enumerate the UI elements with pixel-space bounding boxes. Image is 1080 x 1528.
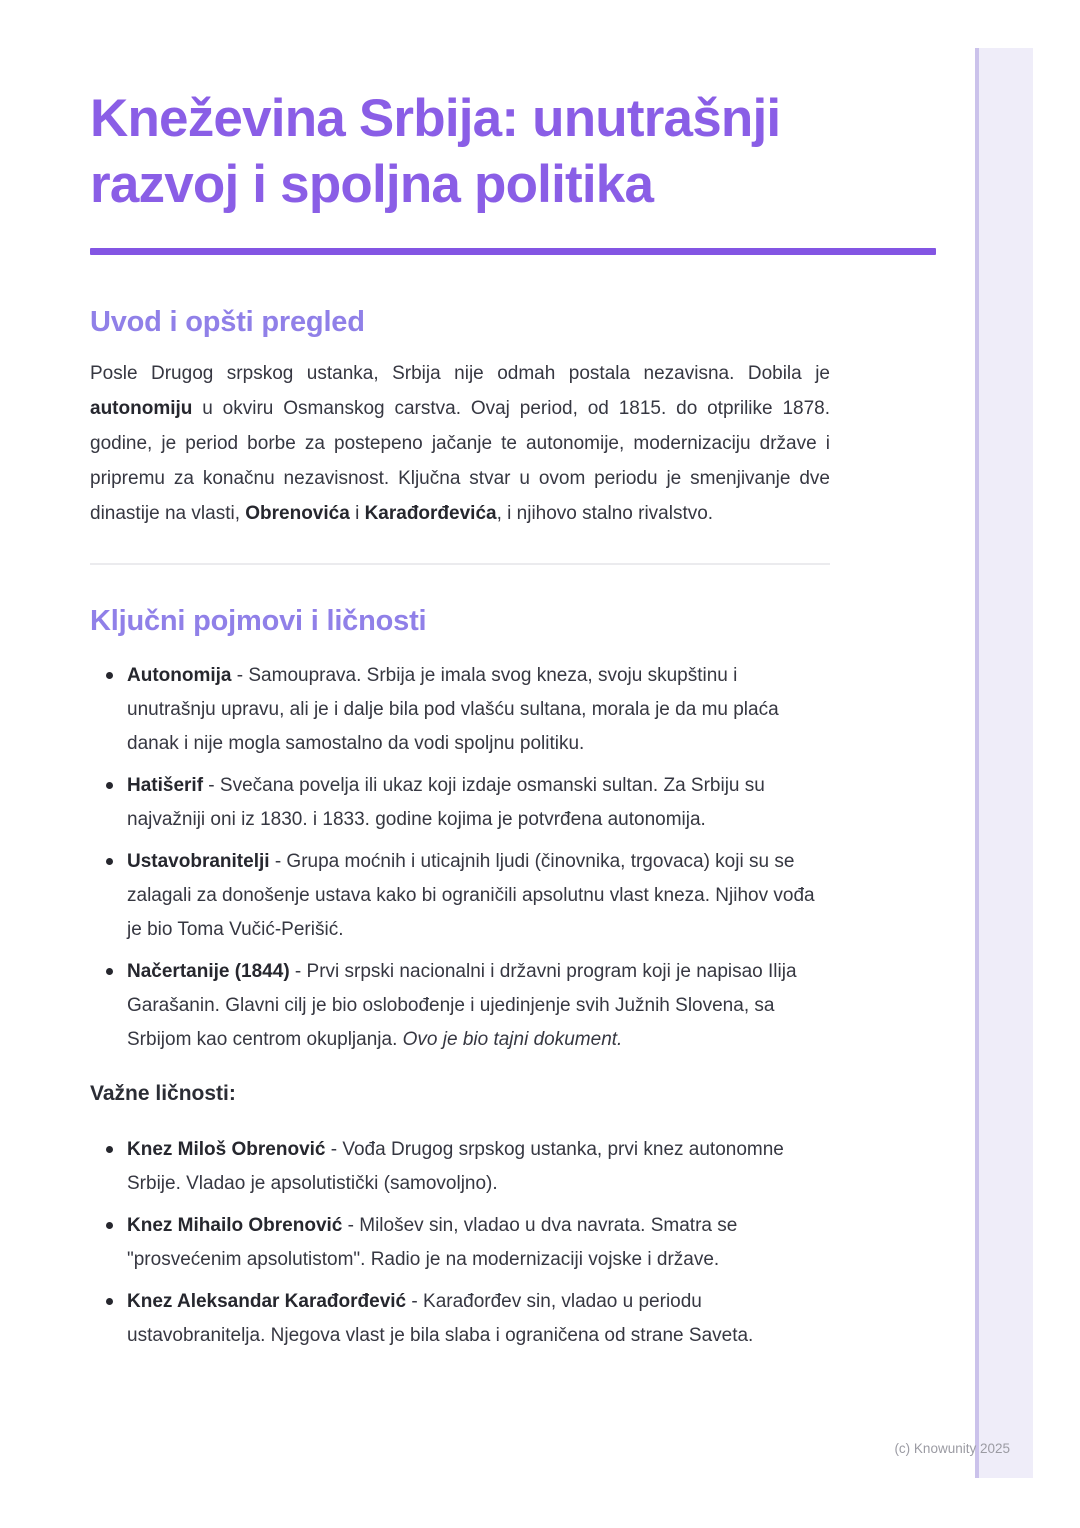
list-item-knez-milos: Knez Miloš Obrenović - Vođa Drugog srpskog ustanka, prvi knez autonomne Srbije. Vladao je apsolutistički (samovoljno). xyxy=(90,1133,830,1201)
section-heading-key-terms: Ključni pojmovi i ličnosti xyxy=(90,605,427,637)
list-item-knez-mihailo: Knez Mihailo Obrenović - Milošev sin, vladao u dva navrata. Smatra se "prosvećenim apsolutistom". Radio je na modernizaciji vojske i države. xyxy=(90,1209,830,1277)
list-item-nacertanije: Načertanije (1844) - Prvi srpski nacionalni i državni program koji je napisao Ilija Garašanin. Glavni cilj je bio oslobođenje i ujedinjenje svih Južnih Slovena, sa Srbijom kao centrom okupljanja. Ovo je bio tajni dokument. xyxy=(90,955,830,1057)
list-item-hatiserif: Hatišerif - Svečana povelja ili ukaz koji izdaje osmanski sultan. Za Srbiju su najvažniji oni iz 1830. i 1833. godine kojima je potvrđena autonomija. xyxy=(90,769,830,837)
section-divider xyxy=(90,563,830,565)
list-item-knez-aleksandar: Knez Aleksandar Karađorđević - Karađorđev sin, vladao u periodu ustavobranitelja. Njegova vlast je bila slaba i ograničena od strane Saveta. xyxy=(90,1285,830,1353)
key-terms-list xyxy=(90,659,830,1057)
page-title-line-1: Kneževina Srbija: unutrašnji xyxy=(90,89,781,148)
page-title xyxy=(90,86,936,218)
subheading-people: Važne ličnosti: xyxy=(90,1082,236,1105)
list-item-ustavobranitelji: Ustavobranitelji - Grupa moćnih i uticajnih ljudi (činovnika, trgovaca) koji su se zalagali za donošenje ustava kako bi ograničili apsolutnu vlast kneza. Njihov vođa je bio Toma Vučić-Perišić. xyxy=(90,845,830,947)
section-heading-intro: Uvod i opšti pregled xyxy=(90,306,365,338)
copyright-note: (c) Knowunity 2025 xyxy=(894,1441,1010,1456)
people-list xyxy=(90,1133,830,1353)
title-underline-rule xyxy=(90,248,936,255)
intro-paragraph: Posle Drugog srpskog ustanka, Srbija nije odmah postala nezavisna. Dobila je autonomiju u okviru Osmanskog carstva. Ovaj period, od 1815. do otprilike 1878. godine, je period borbe za postepeno jačanje te autonomije, modernizaciju države i pripremu za konačnu nezavisnost. Ključna stvar u ovom periodu je smenjivanje dve dinastije na vlasti, Obrenovića i Karađorđevića, i njihovo stalno rivalstvo. xyxy=(90,363,830,524)
page-content xyxy=(90,86,936,1353)
right-margin-strip xyxy=(975,48,1033,1478)
page-title-line-2: razvoj i spoljna politika xyxy=(90,155,654,214)
list-item-autonomija: Autonomija - Samouprava. Srbija je imala svog kneza, svoju skupštinu i unutrašnju upravu, ali je i dalje bila pod vlašću sultana, morala je da mu plaća danak i nije mogla samostalno da vodi spoljnu politiku. xyxy=(90,659,830,761)
